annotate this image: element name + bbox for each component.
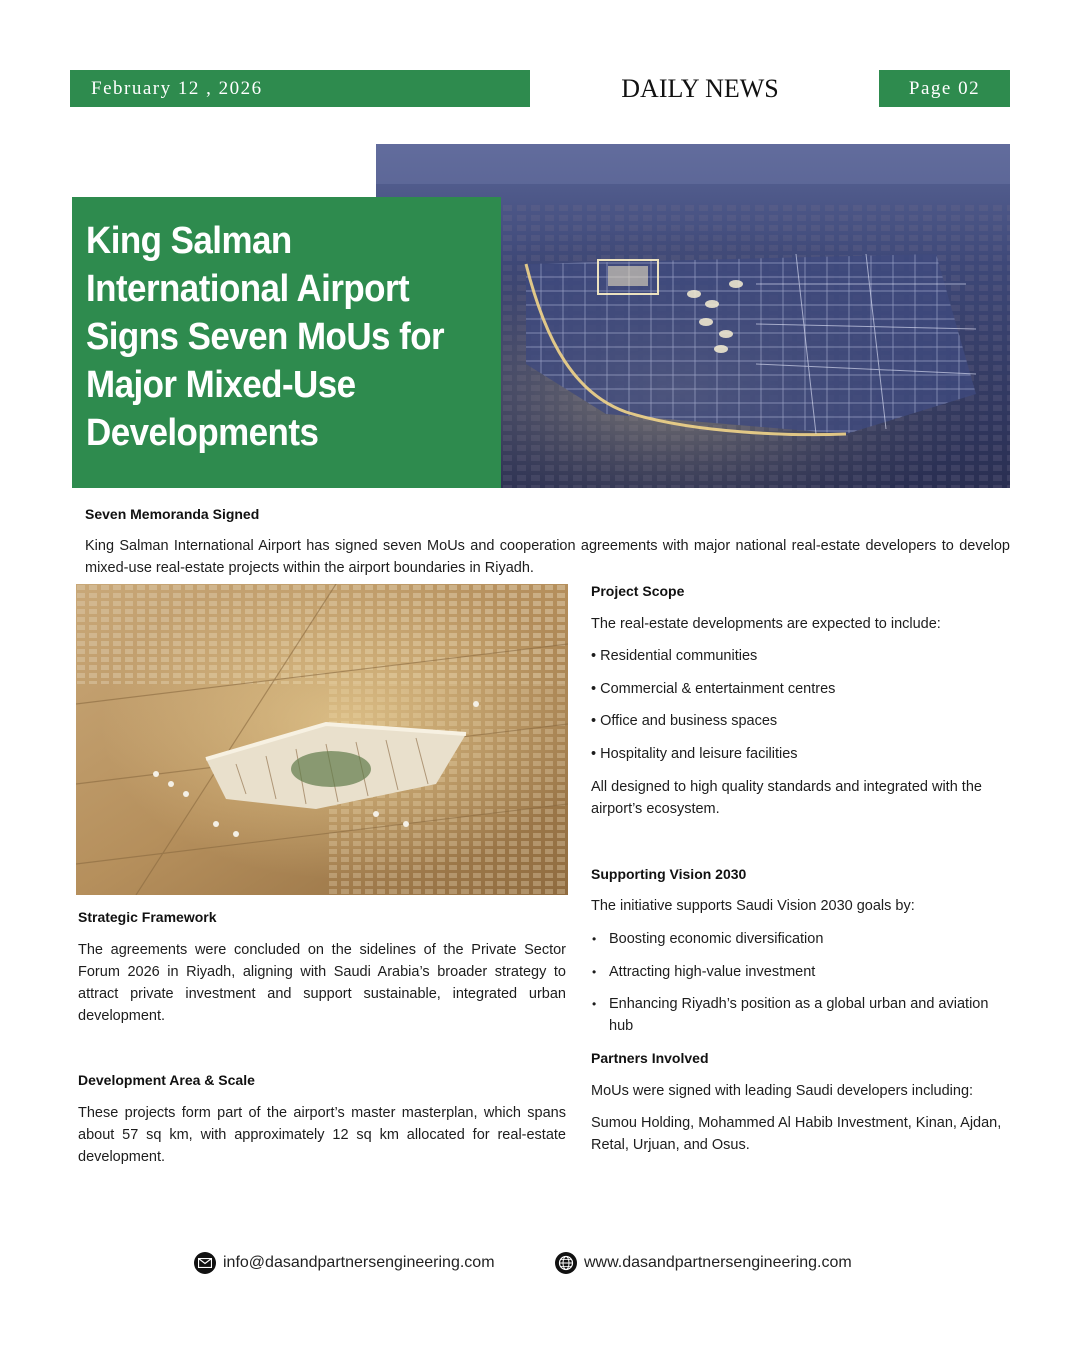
page-number: Page 02 <box>908 77 981 99</box>
partners-heading: Partners Involved <box>591 1050 709 1066</box>
globe-icon <box>555 1252 577 1274</box>
area-heading: Development Area & Scale <box>78 1072 255 1088</box>
scope-intro: The real-estate developments are expected to include: <box>591 616 941 632</box>
intro-heading: Seven Memoranda Signed <box>85 506 260 522</box>
intro-text: King Salman International Airport has signed seven MoUs and cooperation agreements with major national real-estate developers to develop mixed-use real-estate projects within the airport boundaries in Riyadh. <box>85 538 1010 576</box>
scope-outro: All designed to high quality standards and integrated with the airport’s ecosystem. <box>591 779 982 817</box>
airport-terminal-aerial-image <box>76 584 568 895</box>
list-item: • Enhancing Riyadh’s position as a global urban and aviation hub <box>591 993 1013 1037</box>
mail-icon <box>194 1252 216 1274</box>
scope-list <box>591 645 1011 775</box>
partners-intro: MoUs were signed with leading Saudi developers including: <box>591 1083 974 1099</box>
footer-email[interactable] <box>194 1252 495 1274</box>
footer-website[interactable] <box>555 1252 852 1274</box>
vision-list <box>591 928 1013 1048</box>
list-item: • Residential communities <box>591 648 758 664</box>
vision-intro: The initiative supports Saudi Vision 2030 goals by: <box>591 898 915 914</box>
list-item: • Commercial & entertainment centres <box>591 680 836 697</box>
list-item: • Office and business spaces <box>591 713 778 729</box>
article-headline: King Salman International Airport Signs Seven MoUs for Major Mixed-Use Developments <box>86 220 445 454</box>
masthead: DAILY NEWS <box>621 74 779 103</box>
headline-box <box>72 197 501 488</box>
area-text: These projects form part of the airport’s master masterplan, which spans about 57 sq km, with approximately 12 sq km allocated for real-estate development. <box>78 1105 566 1165</box>
date-bar <box>70 70 530 107</box>
partners-text: Sumou Holding, Mohammed Al Habib Investment, Kinan, Ajdan, Retal, Urjuan, and Osus. <box>591 1115 1002 1153</box>
list-item: • Hospitality and leisure facilities <box>591 745 798 762</box>
scope-heading: Project Scope <box>591 583 685 599</box>
strategic-text: The agreements were concluded on the sidelines of the Private Sector Forum 2026 in Riyadh, aligning with Saudi Arabia’s broader strategy to attract private investment and support sustainable, integrated urban development. <box>78 942 566 1024</box>
list-item: • Boosting economic diversification <box>591 928 1013 950</box>
strategic-heading: Strategic Framework <box>78 909 217 925</box>
page-number-badge <box>879 70 1010 107</box>
website-link[interactable]: www.dasandpartnersengineering.com <box>584 1254 852 1271</box>
email-link[interactable]: info@dasandpartnersengineering.com <box>223 1254 495 1271</box>
list-item: • Attracting high-value investment <box>591 961 1013 983</box>
footer <box>0 1252 1080 1280</box>
issue-date: February 12 , 2026 <box>91 77 263 99</box>
vision-heading: Supporting Vision 2030 <box>591 866 747 882</box>
